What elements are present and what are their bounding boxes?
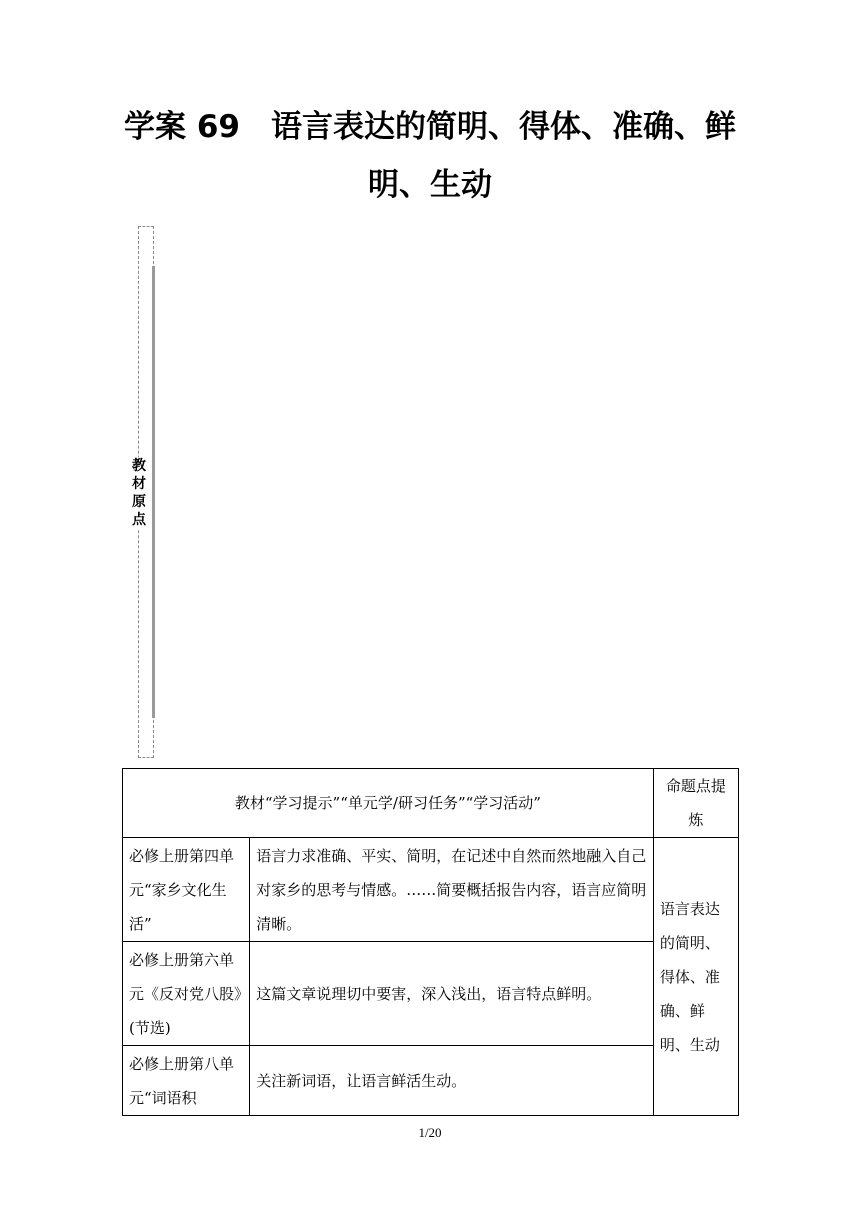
- table-header-row: [123, 769, 739, 838]
- side-label-char: 材: [132, 476, 146, 492]
- point-cell: 语言表达的简明、得体、准确、鲜明、生动: [653, 838, 738, 1116]
- textbook-table: [122, 768, 739, 1116]
- side-label-char: 点: [132, 512, 146, 528]
- table-row: [123, 1046, 739, 1116]
- side-bracket-bar: [152, 266, 155, 718]
- page-number: 1/20: [418, 1125, 442, 1140]
- side-label-char: 原: [132, 494, 146, 510]
- row-source-cell: 必修上册第八单元“词语积: [123, 1046, 250, 1116]
- row-source-cell: 必修上册第四单元“家乡文化生活”: [123, 838, 250, 942]
- title-line-1: 学案 69 语言表达的简明、得体、准确、鲜: [124, 109, 736, 145]
- row-content-cell: 关注新词语，让语言鲜活生动。: [250, 1046, 654, 1116]
- document-title: [100, 98, 760, 214]
- header-source-cell: 教材“学习提示”“单元学/研习任务”“学习活动”: [123, 769, 654, 838]
- side-label-char: 教: [132, 458, 146, 474]
- row-content-cell: 这篇文章说理切中要害，深入浅出，语言特点鲜明。: [250, 942, 654, 1046]
- table-row: [123, 942, 739, 1046]
- header-point-cell: 命题点提炼: [653, 769, 738, 838]
- side-label: [129, 457, 149, 529]
- row-content-cell: 语言力求准确、平实、简明，在记述中自然而然地融入自己对家乡的思考与情感。……简要概括报告内容，语言应简明清晰。: [250, 838, 654, 942]
- title-line-2: 明、生动: [368, 167, 492, 203]
- row-source-cell: 必修上册第六单元《反对党八股》(节选): [123, 942, 250, 1046]
- table-row: [123, 838, 739, 942]
